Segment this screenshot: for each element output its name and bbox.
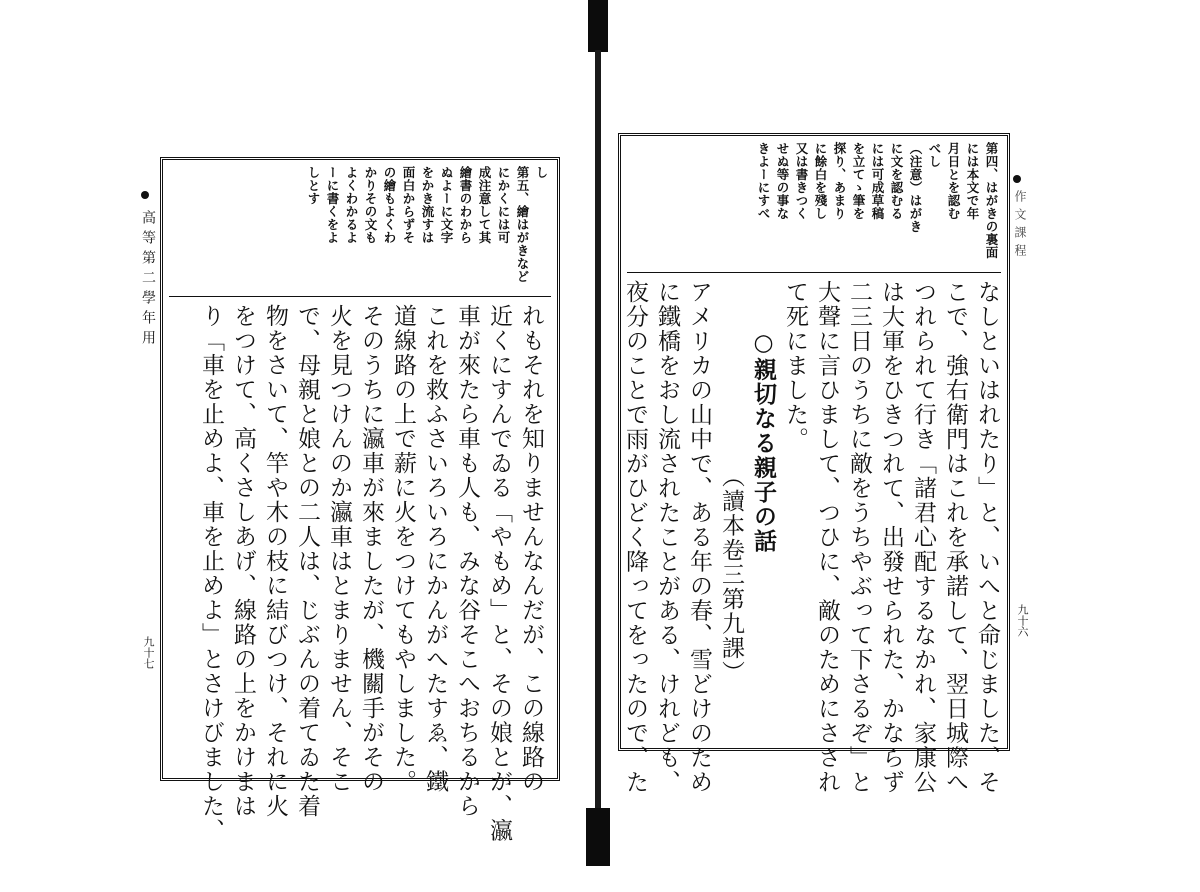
right-note-column: べし	[927, 142, 942, 168]
right-note-column: を立てゝ筆を	[851, 142, 866, 220]
left-body-column: れもそれを知りませんなんだが、この線路の	[518, 304, 544, 794]
spine-top-cap	[588, 0, 608, 52]
right-body-column: こで、強右衛門はこれを承諾して、翌日城際へ	[942, 280, 968, 795]
right-body-column: に鐵橋をおし流されたことがある、けれども、	[654, 280, 680, 795]
right-body-column: 夜分のことで雨がひどく降ってをったので、た	[622, 280, 648, 795]
left-body-column: り「車を止めよ、車を止めよ」とさけびました、	[198, 304, 224, 843]
left-note-column: よくわかるよ	[344, 166, 359, 244]
right-body-text	[622, 280, 1003, 795]
right-body-column: 二三日のうちに敵をうちやぶって下さるぞ」と	[846, 280, 872, 795]
right-note-column: に文を認むる	[889, 142, 904, 220]
left-note-column: 繪書のわから	[458, 166, 473, 244]
left-body-column: 道線路の上で薪に火をつけてもやしました。	[390, 304, 416, 794]
right-body-column: ○親切なる親子の話	[750, 280, 777, 554]
left-note-column: 面白からずそ	[401, 166, 416, 244]
right-body-column: は大軍をひきつれて、出發せられた、かならず	[878, 280, 904, 795]
right-note-column: （注意）はがき	[908, 142, 923, 233]
right-note-column: 第四、はがきの裏面	[984, 142, 999, 259]
left-note-column: し	[534, 166, 549, 179]
right-page-bullet-icon	[1013, 175, 1021, 183]
left-note-column: をかき流すは	[420, 166, 435, 244]
left-margin-notes	[173, 166, 551, 292]
right-running-head: 作文課程	[1013, 190, 1027, 262]
left-body-column: 火を見つけんのか瀛車はとまりません、そこ	[326, 304, 352, 794]
left-note-column: ぬよーに文字	[439, 166, 454, 244]
right-body-column: アメリカの山中で、ある年の春、雪どけのため	[686, 280, 712, 795]
spine-rod	[595, 50, 601, 810]
right-note-column: には可成草稿	[870, 142, 885, 220]
right-margin-notes	[631, 142, 1001, 268]
right-body-column: （讀本卷三第九課）	[718, 280, 744, 685]
left-note-column: 成注意して其	[477, 166, 492, 244]
right-body-columns	[619, 280, 1003, 795]
left-body-columns	[195, 304, 547, 843]
left-body-column: 車が來たら車も人も、みな谷そこへおちるから	[454, 304, 480, 819]
spine-bottom-cap	[586, 808, 610, 866]
left-body-column: そのうちに瀛車が來ましたが、機關手がその	[358, 304, 384, 794]
right-body-column: 大聲に言ひまして、つひに、敵のためにさされ	[814, 280, 840, 795]
right-body-column: なしといはれたり」と、いへと命じました、そ	[974, 280, 1000, 795]
right-body-column: つれられて行き「諸君心配するなかれ、家康公	[910, 280, 936, 795]
left-note-column: の繪もよくわ	[382, 166, 397, 244]
left-note-column: 第五、繪はがきなど	[515, 166, 530, 283]
right-note-divider	[627, 272, 1001, 273]
left-note-column: ーに書くをよ	[325, 166, 340, 244]
right-note-column: 月日とを認む	[946, 142, 961, 220]
left-body-column: で、母親と娘との二人は、じぶんの着てゐた着	[294, 304, 320, 819]
left-note-divider	[169, 296, 551, 297]
right-body-column: て死にました。	[782, 280, 808, 452]
left-body-column: 近くにすんでゐる「やもめ」と、その娘とが、瀛	[486, 304, 512, 843]
left-running-head: 高等第二學年用	[140, 210, 156, 350]
left-page-bullet-icon	[141, 191, 149, 199]
right-page-number: 九十六	[1016, 604, 1029, 637]
right-note-column: 又は書きつく	[794, 142, 809, 220]
left-body-column: をつけて、高くさしあげ、線路の上をかけまは	[230, 304, 256, 819]
right-note-column: には本文で年	[965, 142, 980, 220]
right-note-column: に餘白を殘し	[813, 142, 828, 220]
right-notes-text	[754, 142, 1001, 268]
right-note-column: せぬ等の事な	[775, 142, 790, 220]
left-body-column: 物をさいて、竿や木の枝に結びつけ、それに火	[262, 304, 288, 819]
right-note-column: きよーにすべ	[756, 142, 771, 220]
left-body-text	[175, 304, 547, 843]
left-note-column: にかくには可	[496, 166, 511, 244]
left-page-frame	[160, 157, 560, 843]
left-body-column: これを救ふさいろいろにかんがへたすゑ、鐵	[422, 304, 448, 794]
left-note-column: かりその文も	[363, 166, 378, 244]
left-notes-text	[304, 166, 551, 292]
book-spine	[585, 0, 611, 892]
right-note-column: 探り、あまり	[832, 142, 847, 220]
left-note-column: しとす	[306, 166, 321, 205]
right-page-frame	[618, 133, 1010, 795]
left-page-number: 九十七	[142, 636, 155, 669]
